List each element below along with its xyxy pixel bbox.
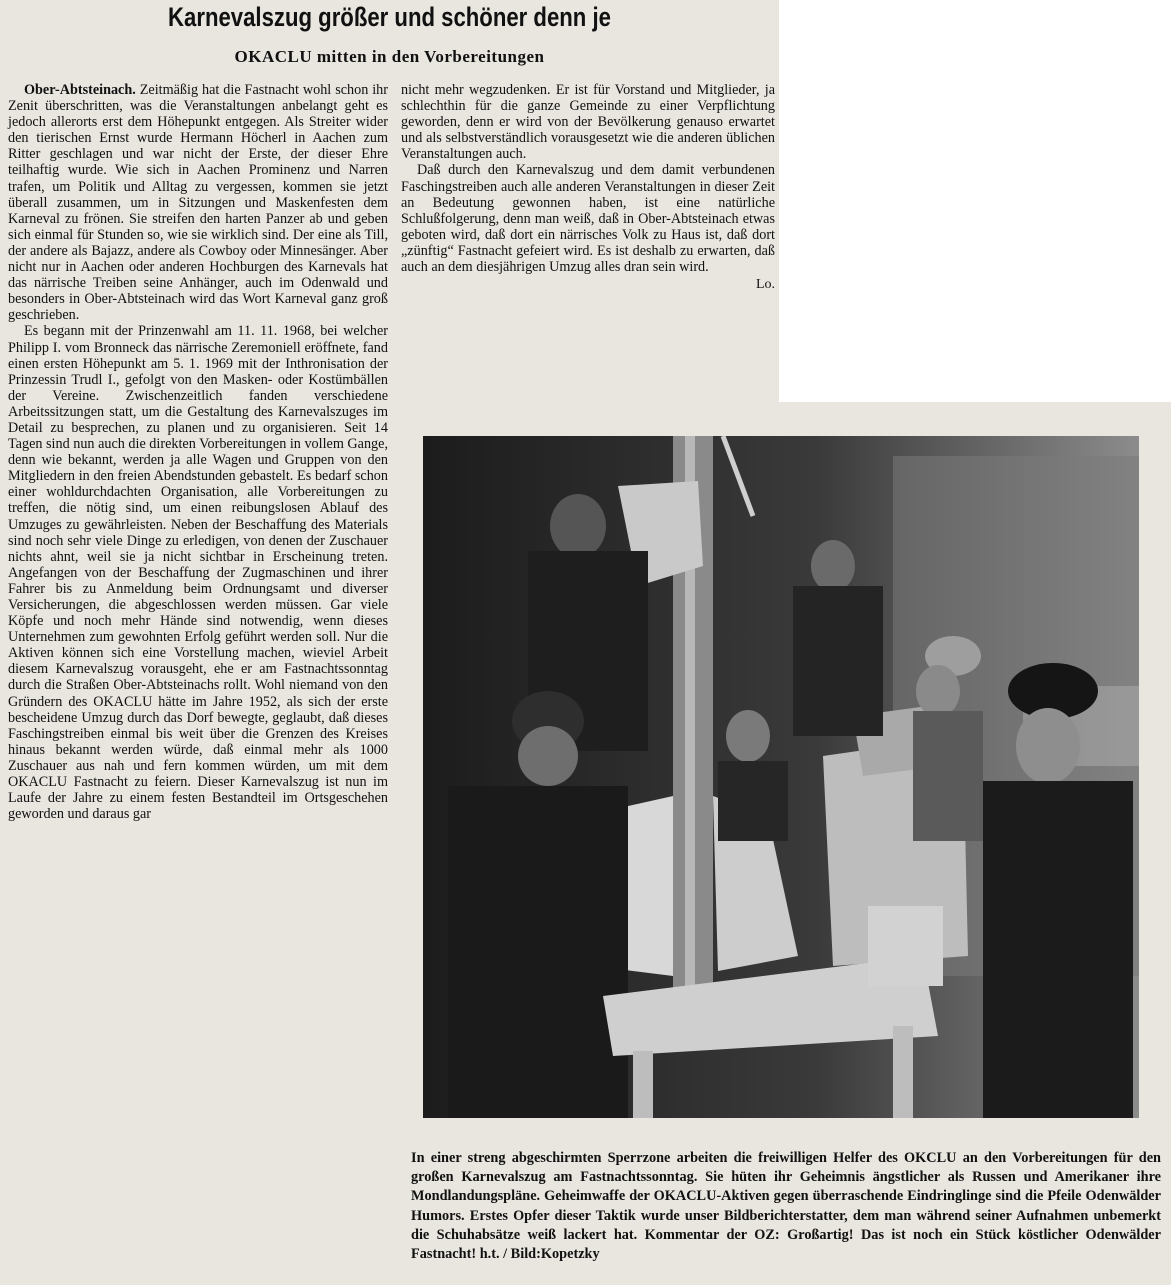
- article-subheadline: OKACLU mitten in den Vorbereitungen: [234, 47, 545, 66]
- author-signature: Lo.: [755, 277, 775, 293]
- photo-illustration: [423, 436, 1139, 1118]
- paragraph: Daß durch den Karnevalszug und dem damit verbundenen Faschingstreiben auch alle anderen Veranstaltungen in dieser Zeit an Bedeutung gewonnen haben, ist eine natürliche Schlußfolgerung, denn man weiß, daß in Ober-Abtsteinach etwas geboten wird, daß dort ein närrisches Volk zu Haus ist, daß dort „zünftig“ Fastnacht gefeiert wird. Es ist deshalb zu erwarten, daß auch an dem diesjährigen Umzug alles dran sein wird.: [401, 162, 775, 276]
- paragraph: nicht mehr wegzudenken. Er ist für Vorstand und Mitglieder, ja schlechthin für die ganze Gemeinde zu einer Verpflichtung geworden, denn er wird von der Bevölkerung genauso erwartet und als selbstverständlich vorausgesetzt wie die anderen üblichen Veranstaltungen auch.: [401, 82, 775, 163]
- news-photo: [423, 436, 1139, 1118]
- article-column-2: [401, 82, 775, 293]
- article-headline: Karnevalszug größer und schöner denn je: [168, 2, 611, 32]
- paragraph: Es begann mit der Prinzenwahl am 11. 11. 1968, bei welcher Philipp I. vom Bronneck das närrische Zeremoniell eröffnete, fand einen ersten Höhepunkt am 5. 1. 1969 mit der Inthronisation der Prinzessin Trudl I., gefolgt von den Masken- oder Kostümbällen der Vereine. Zwischenzeitlich fanden verschiedene Arbeitssitzungen statt, um die Gestaltung des Karnevalszuges im Detail zu besprechen, zu planen und zu organisieren. Seit 14 Tagen sind nun auch die direkten Vorbereitungen in vollem Gange, denn wie bekannt, werden ja alle Wagen und Gruppen von den Mitgliedern in den freien Abendstunden gebastelt. Es bedarf schon einer wohldurchdachten Organisation, alle Vorbereitungen zu treffen, die nötig sind, um einen reibungslosen Ablauf des Umzuges zu gewährleisten. Neben der Beschaffung des Materials sind noch sehr viele Dinge zu erledigen, von denen der Zuschauer nichts ahnt, weil sie ja nicht sichtbar in Erscheinung treten. Angefangen von der Beschaffung der Zugmaschinen und ihrer Fahrer bis zu Anmeldung beim Ordnungsamt und diverser Versicherungen, die abgeschlossen werden müssen. Gar viele Köpfe und noch mehr Hände sind notwendig, wenn dieses Unternehmen zum gewohnten Erfolg geführt werden soll. Nur die Aktiven können sich eine Vorstellung machen, wieviel Arbeit diesem Karnevalszug vorausgeht, ehe er am Fastnachtssonntag durch die Straßen Ober-Abtsteinachs rollt. Wohl niemand von den Gründern des OKACLU hätte im Jahre 1952, als sich der erste bescheidene Umzug durch das Dorf bewegte, geglaubt, daß dieses Faschingstreiben einmal bis weit über die Grenzen des Kreises hinaus bekannt werden würde, daß einmal mehr als 1000 Zuschauer aus nah und fern kommen würden, um mit dem OKACLU Fastnacht zu feiern. Dieser Karnevalszug ist nun im Laufe der Jahre zu einem festen Bestandteil im Ortsgeschehen geworden und daraus gar: [8, 323, 388, 823]
- article-column-1: [8, 82, 388, 822]
- paragraph-text: Zeitmäßig hat die Fastnacht wohl schon ihr Zenit überschritten, was die Veranstaltungen anbelangt geht es jedoch allerorts erst dem Höhepunkt entgegen. Als Streiter wider den tierischen Ernst wurde Hermann Höcherl in Aachen zum Ritter geschlagen und war nicht der Erste, der dieser Ehre teilhaftig wurde. Wie sich in Aachen Prominenz und Narren trafen, um Politik und Alltag zu vergessen, kommen sie jetzt überall zusammen, um in Sitzungen und Maskenfesten dem Karneval zu frönen. Sie streifen den harten Panzer ab und geben sich einmal für Stunden so, wie sie wirklich sind. Der eine als Till, der andere als Bajazz, andere als Cowboy oder Minnesänger. Aber nicht nur in Aachen oder anderen Hochburgen des Karnevals hat das närrische Treiben seine Anhänger, auch im Odenwald und besonders in Ober-Abtsteinach wird das Wort Karneval ganz groß geschrieben.: [8, 82, 388, 324]
- paragraph: [8, 82, 388, 323]
- dateline: Ober-Abtsteinach.: [24, 82, 136, 98]
- photo-caption: In einer streng abgeschirmten Sperrzone arbeiten die freiwilligen Helfer des OKCLU an den Vorbereitungen für den großen Karnevalszug am Fastnachtssonntag. Sie hüten ihr Geheimnis ängstlicher als Russen und Amerikaner ihre Mondlandungspläne. Geheimwaffe der OKACLU-Aktiven gegen überraschende Eindringlinge sind die Pfeile Odenwälder Humors. Erstes Opfer dieser Taktik wurde unser Bildberichterstatter, dem man während seiner Aufnahmen unbemerkt die Schuhabsätze weiß lackert hat. Kommentar der OZ: Großartig! Das ist noch ein Stück köstlicher Odenwälder Fastnacht! h.t. / Bild:Kopetzky: [411, 1150, 1161, 1263]
